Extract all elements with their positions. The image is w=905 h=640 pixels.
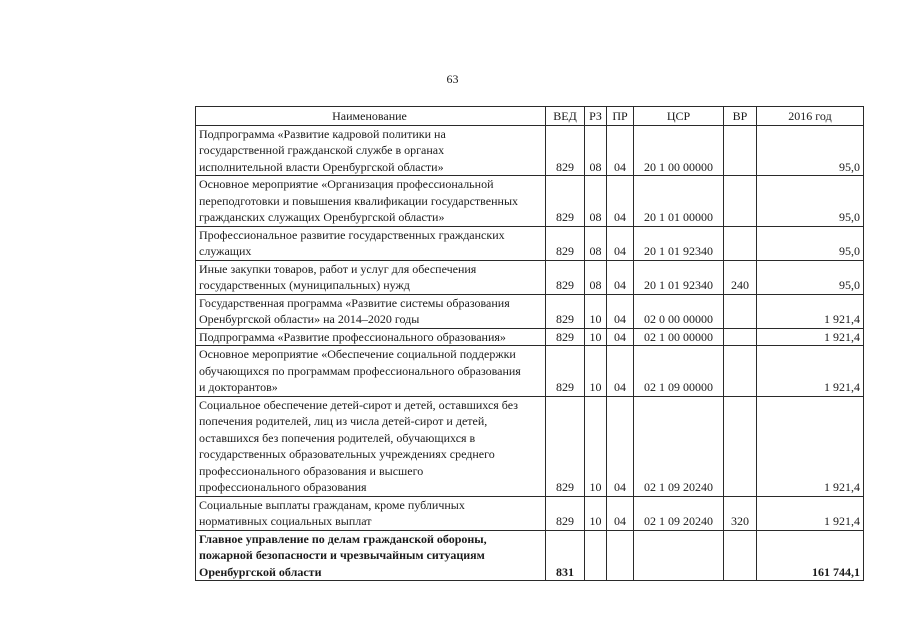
row-name-line: Оренбургской области bbox=[199, 564, 322, 579]
row-name-line: профессионального образования и высшего bbox=[199, 463, 424, 478]
row-csr bbox=[634, 530, 724, 581]
row-csr: 20 1 01 92340 bbox=[634, 260, 724, 294]
row-ved: 829 bbox=[546, 328, 585, 346]
row-amount: 95,0 bbox=[757, 176, 864, 227]
row-vr bbox=[724, 328, 757, 346]
row-pr: 04 bbox=[607, 496, 634, 530]
table-row bbox=[196, 125, 864, 176]
row-name bbox=[196, 125, 546, 176]
row-vr: 320 bbox=[724, 496, 757, 530]
row-amount: 1 921,4 bbox=[757, 396, 864, 496]
row-pr: 04 bbox=[607, 226, 634, 260]
table-row bbox=[196, 530, 864, 581]
row-pr bbox=[607, 530, 634, 581]
table-row bbox=[196, 346, 864, 397]
row-name-line: обучающихся по программам профессионального образования bbox=[199, 363, 521, 378]
row-name-line: Профессиональное развитие государственных гражданских bbox=[199, 227, 505, 242]
row-rz: 08 bbox=[585, 176, 607, 227]
row-amount: 1 921,4 bbox=[757, 294, 864, 328]
row-pr: 04 bbox=[607, 328, 634, 346]
header-year: 2016 год bbox=[757, 107, 864, 126]
row-csr: 20 1 01 92340 bbox=[634, 226, 724, 260]
row-name-line: нормативных социальных выплат bbox=[199, 514, 372, 528]
row-name-line: государственной гражданской службе в органах bbox=[199, 143, 445, 157]
row-name bbox=[196, 260, 546, 294]
header-rz: РЗ bbox=[585, 107, 607, 126]
header-csr: ЦСР bbox=[634, 107, 724, 126]
row-name-line: Иные закупки товаров, работ и услуг для обеспечения bbox=[199, 261, 477, 276]
row-rz: 10 bbox=[585, 396, 607, 496]
row-name bbox=[196, 496, 546, 530]
header-vr: ВР bbox=[724, 107, 757, 126]
row-amount: 95,0 bbox=[757, 125, 864, 176]
row-name-line: государственных образовательных учреждениях среднего bbox=[199, 447, 495, 461]
row-vr bbox=[724, 176, 757, 227]
row-name bbox=[196, 328, 546, 346]
row-rz: 08 bbox=[585, 226, 607, 260]
row-ved: 829 bbox=[546, 346, 585, 397]
row-pr: 04 bbox=[607, 346, 634, 397]
page-number: 63 bbox=[446, 72, 459, 86]
row-csr: 02 1 00 00000 bbox=[634, 328, 724, 346]
table-row bbox=[196, 328, 864, 346]
row-vr: 240 bbox=[724, 260, 757, 294]
row-name-line: Основное мероприятие «Организация профессиональной bbox=[199, 177, 494, 191]
row-ved: 829 bbox=[546, 176, 585, 227]
row-pr: 04 bbox=[607, 176, 634, 227]
row-ved: 831 bbox=[546, 530, 585, 581]
row-name-line: Государственная программа «Развитие системы образования bbox=[199, 295, 510, 310]
row-name-line: оставшихся без попечения родителей, обучающихся в bbox=[199, 430, 476, 445]
row-ved: 829 bbox=[546, 496, 585, 530]
row-name-line: Социальные выплаты гражданам, кроме публичных bbox=[199, 497, 465, 512]
row-vr bbox=[724, 294, 757, 328]
row-name bbox=[196, 530, 546, 581]
table-row bbox=[196, 176, 864, 227]
row-rz: 10 bbox=[585, 328, 607, 346]
table-row bbox=[196, 294, 864, 328]
row-pr: 04 bbox=[607, 260, 634, 294]
table-row bbox=[196, 496, 864, 530]
row-name-line: пожарной безопасности и чрезвычайным ситуациям bbox=[199, 548, 485, 562]
row-name-line: Социальное обеспечение детей-сирот и детей, оставшихся без bbox=[199, 397, 518, 412]
row-rz: 08 bbox=[585, 260, 607, 294]
row-rz: 10 bbox=[585, 496, 607, 530]
row-name-line: Главное управление по делам гражданской обороны, bbox=[199, 531, 487, 546]
row-amount: 1 921,4 bbox=[757, 496, 864, 530]
row-amount: 95,0 bbox=[757, 226, 864, 260]
row-name-line: попечения родителей, лиц из числа детей-сирот и детей, bbox=[199, 414, 488, 428]
row-vr bbox=[724, 125, 757, 176]
row-vr bbox=[724, 346, 757, 397]
row-csr: 02 0 00 00000 bbox=[634, 294, 724, 328]
row-name-line: служащих bbox=[199, 244, 252, 258]
table-row bbox=[196, 260, 864, 294]
row-name bbox=[196, 294, 546, 328]
header-ved: ВЕД bbox=[546, 107, 585, 126]
row-pr: 04 bbox=[607, 396, 634, 496]
row-csr: 20 1 01 00000 bbox=[634, 176, 724, 227]
table-row bbox=[196, 226, 864, 260]
table-header-row bbox=[196, 107, 864, 126]
row-ved: 829 bbox=[546, 396, 585, 496]
row-amount: 95,0 bbox=[757, 260, 864, 294]
row-csr: 02 1 09 20240 bbox=[634, 496, 724, 530]
row-name-line: Основное мероприятие «Обеспечение социальной поддержки bbox=[199, 347, 516, 361]
row-name-line: Подпрограмма «Развитие кадровой политики на bbox=[199, 126, 446, 141]
row-ved: 829 bbox=[546, 226, 585, 260]
row-csr: 20 1 00 00000 bbox=[634, 125, 724, 176]
row-rz bbox=[585, 530, 607, 581]
row-ved: 829 bbox=[546, 125, 585, 176]
row-amount: 1 921,4 bbox=[757, 328, 864, 346]
row-name bbox=[196, 346, 546, 397]
row-name-line: гражданских служащих Оренбургской области» bbox=[199, 210, 445, 224]
row-csr: 02 1 09 20240 bbox=[634, 396, 724, 496]
row-name-line: Оренбургской области» на 2014–2020 годы bbox=[199, 312, 420, 326]
row-name-line: государственных (муниципальных) нужд bbox=[199, 278, 410, 292]
row-name bbox=[196, 396, 546, 496]
row-pr: 04 bbox=[607, 125, 634, 176]
row-rz: 10 bbox=[585, 346, 607, 397]
row-amount: 161 744,1 bbox=[757, 530, 864, 581]
row-ved: 829 bbox=[546, 260, 585, 294]
row-name-line: исполнительной власти Оренбургской области» bbox=[199, 159, 444, 174]
row-ved: 829 bbox=[546, 294, 585, 328]
row-name-line: Подпрограмма «Развитие профессионального образования» bbox=[199, 329, 506, 344]
header-pr: ПР bbox=[607, 107, 634, 126]
row-vr bbox=[724, 530, 757, 581]
row-csr: 02 1 09 00000 bbox=[634, 346, 724, 397]
row-rz: 08 bbox=[585, 125, 607, 176]
row-rz: 10 bbox=[585, 294, 607, 328]
row-name-line: профессионального образования bbox=[199, 480, 367, 494]
row-vr bbox=[724, 396, 757, 496]
row-name-line: и докторантов» bbox=[199, 380, 278, 394]
row-name bbox=[196, 226, 546, 260]
header-name: Наименование bbox=[196, 107, 546, 126]
budget-table bbox=[195, 106, 864, 581]
row-name-line: переподготовки и повышения квалификации государственных bbox=[199, 193, 519, 208]
row-vr bbox=[724, 226, 757, 260]
row-pr: 04 bbox=[607, 294, 634, 328]
row-name bbox=[196, 176, 546, 227]
row-amount: 1 921,4 bbox=[757, 346, 864, 397]
table-row bbox=[196, 396, 864, 496]
